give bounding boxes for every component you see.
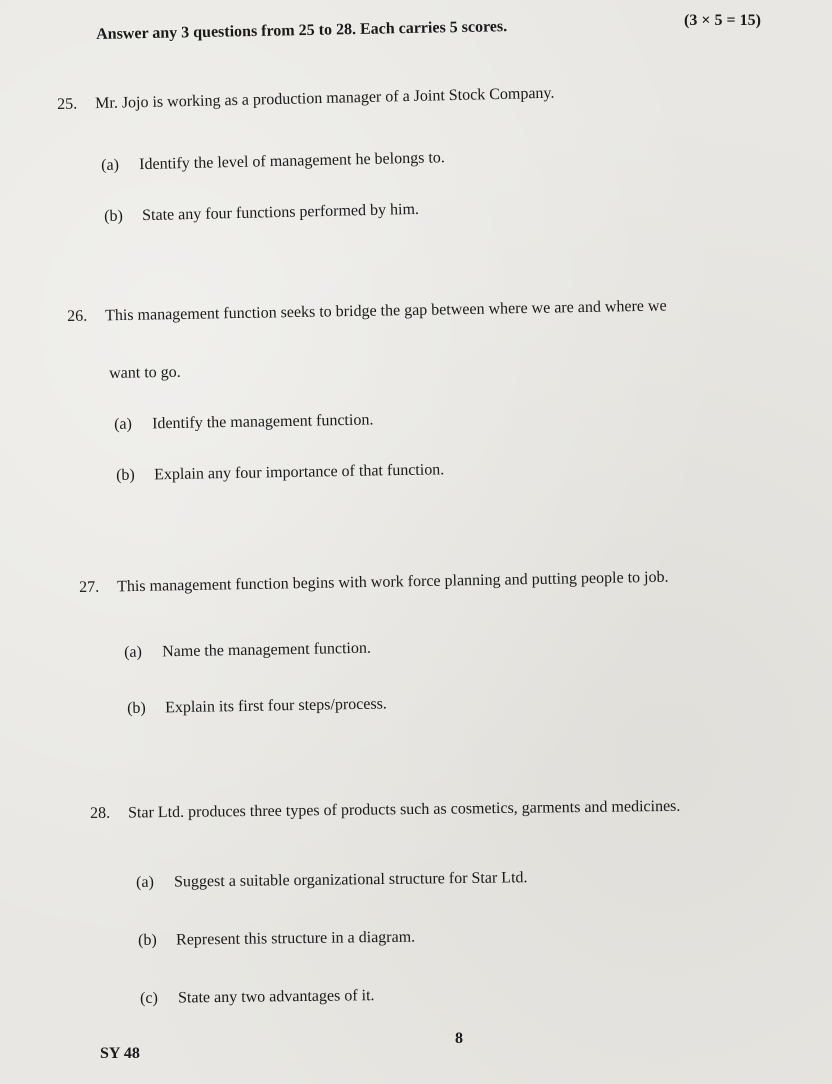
question-text: This management function seeks to bridge the gap between where we are and where we [104,297,667,325]
part-text: Represent this structure in a diagram. [175,928,416,949]
question-text: Mr. Jojo is working as a production manager of a Joint Stock Company. [94,84,555,113]
part-text: Identify the management function. [151,411,374,433]
question-part [140,987,375,1008]
page-number: 8 [455,1030,463,1047]
paper-code: SY 48 [100,1045,140,1062]
part-text: Explain any four importance of that function. [153,461,445,484]
section-marks: (3 × 5 = 15) [684,12,761,29]
part-label: (b) [116,466,135,484]
part-label: (b) [138,931,157,949]
part-label: (b) [127,699,146,717]
part-label: (a) [114,415,133,433]
question-number: 25. [57,95,78,113]
question-part [127,695,387,718]
part-label: (a) [136,873,154,891]
question-part [124,640,371,662]
part-label: (b) [104,207,124,225]
question-part [114,411,374,434]
question-number: 28. [90,804,111,822]
question-text-continued: want to go. [109,363,181,382]
question-part [104,201,419,226]
question-text: This management function begins with work force planning and putting people to job. [116,568,669,596]
question-number: 26. [67,307,88,325]
part-text: Explain its first four steps/process. [164,695,388,717]
question-part [101,149,445,175]
part-text: Identify the level of management he belongs to. [138,149,445,174]
question-part [116,461,444,485]
question-number: 27. [79,578,100,596]
part-text: Suggest a suitable organizational structure for Star Ltd. [173,869,528,891]
part-text: Name the management function. [161,639,372,661]
part-text: State any four functions performed by him. [141,200,420,225]
part-label: (c) [140,989,158,1007]
question-part [138,929,415,950]
part-text: State any two advantages of it. [177,987,375,1007]
question-part [136,869,528,892]
section-instruction: Answer any 3 questions from 25 to 28. Each carries 5 scores. [96,18,508,43]
part-label: (a) [124,643,143,661]
part-label: (a) [101,156,120,174]
question-text: Star Ltd. produces three types of products such as cosmetics, garments and medicines. [127,797,681,822]
